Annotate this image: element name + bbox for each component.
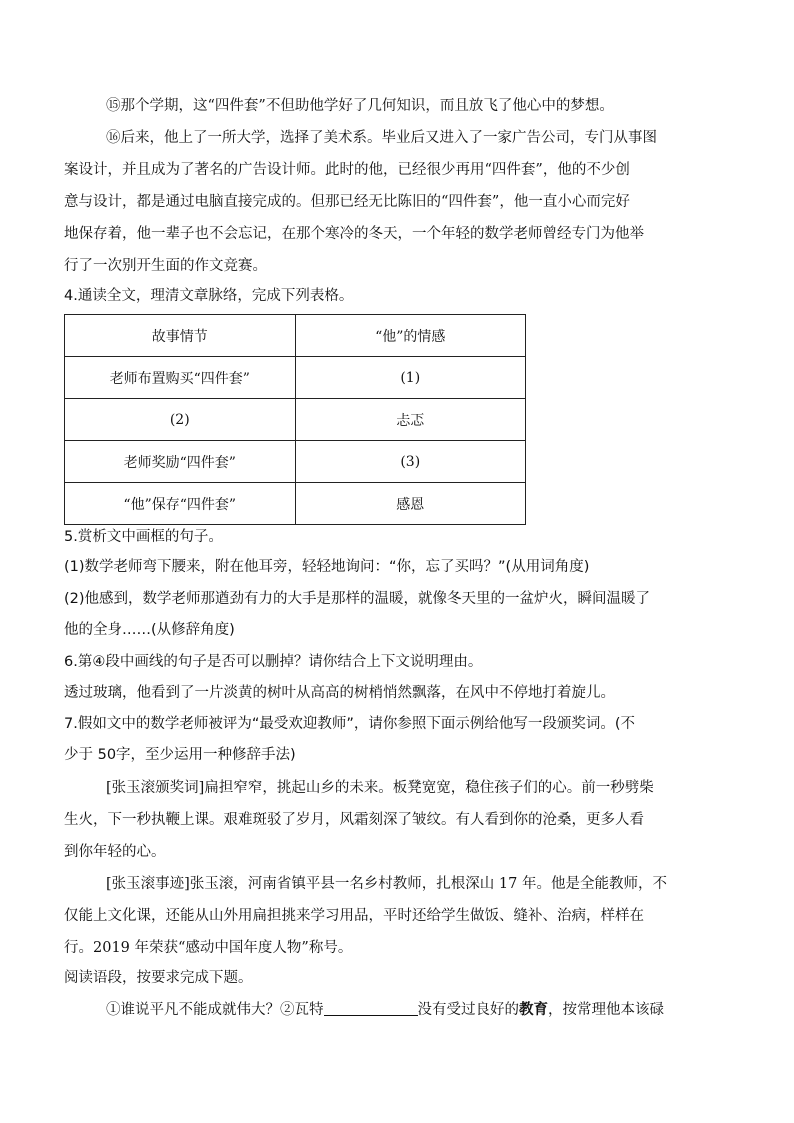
question-7-prompt-line-1: 7.假如文中的数学老师被评为“最受欢迎教师”，请你参照下面示例给他写一段颁奖词。(不 <box>64 716 636 732</box>
table-cell: 感恩 <box>295 483 526 525</box>
deeds-line-3: 行。2019 年荣获“感动中国年度人物”称号。 <box>64 940 353 956</box>
passage-bold-word: 教育 <box>519 1001 548 1018</box>
table-cell: 忐忑 <box>295 399 526 441</box>
award-speech-line-2: 生火，下一秒执鞭上课。艰难斑驳了岁月，风霜刻深了皱纹。有人看到你的沧桑，更多人看 <box>64 812 644 828</box>
award-speech-line-1: [张玉滚颁奖词]扁担窄窄，挑起山乡的未来。板凳宽宽，稳住孩子们的心。前一秒劈柴 <box>106 780 654 796</box>
table-row <box>65 441 526 483</box>
question-5-item-1: (1)数学老师弯下腰来，附在他耳旁，轻轻地询问：“你，忘了买吗？”(从用词角度) <box>64 559 590 575</box>
paragraph-16-line-3: 意与设计，都是通过电脑直接完成的。但那已经无比陈旧的“四件套”，他一直小心而完好 <box>64 194 630 210</box>
question-5-item-2-cont: 他的全身……(从修辞角度) <box>64 622 235 638</box>
table-row <box>65 399 526 441</box>
table-header-row <box>65 315 526 357</box>
table-cell: (1) <box>295 357 526 399</box>
question-5-prompt: 5.赏析文中画框的句子。 <box>64 529 223 545</box>
question-5-item-2: (2)他感到，数学老师那遒劲有力的大手是那样的温暖，就像冬天里的一盆炉火，瞬间温暖了 <box>64 591 651 607</box>
question-7-prompt-line-2: 少于 50字，至少运用一种修辞手法) <box>64 747 296 763</box>
passage-end: ，按常理他本该碌 <box>548 1002 664 1018</box>
table-row <box>65 483 526 525</box>
table-cell: 老师布置购买“四件套” <box>65 357 296 399</box>
deeds-line-1: [张玉滚事迹]张玉滚，河南省镇平县一名乡村教师，扎根深山 17 年。他是全能教师，不 <box>106 876 667 892</box>
question-6-quote: 透过玻璃，他看到了一片淡黄的树叶从高高的树梢悄然飘落，在风中不停地打着旋儿。 <box>64 685 615 701</box>
table-row <box>65 357 526 399</box>
question-6-prompt: 6.第④段中画线的句子是否可以删掉？请你结合上下文说明理由。 <box>64 654 483 670</box>
table-cell: (2) <box>65 399 296 441</box>
passage-start: ①谁说平凡不能成就伟大？②瓦特 <box>106 1002 324 1018</box>
paragraph-16-line-2: 案设计，并且成为了著名的广告设计师。此时的他，已经很少再用“四件套”，他的不少创 <box>64 162 630 178</box>
table-cell: (3) <box>295 441 526 483</box>
deeds-line-2: 仅能上文化课，还能从山外用扁担挑来学习用品，平时还给学生做饭、缝补、治病，样样在 <box>64 908 644 924</box>
table-header-cell: 故事情节 <box>65 315 296 357</box>
paragraph-16-line-1: ⑯后来，他上了一所大学，选择了美术系。毕业后又进入了一家广告公司，专门从事图 <box>106 130 657 146</box>
paragraph-16-line-5: 行了一次别开生面的作文竞赛。 <box>64 258 267 274</box>
award-speech-line-3: 到你年轻的心。 <box>64 844 166 860</box>
table-header-cell: “他”的情感 <box>295 315 526 357</box>
paragraph-15: ⑮那个学期，这“四件套”不但助他学好了几何知识，而且放飞了他心中的梦想。 <box>106 98 614 114</box>
table-cell: 老师奖励“四件套” <box>65 441 296 483</box>
table-cell: “他”保存“四件套” <box>65 483 296 525</box>
reading-passage-line <box>106 994 664 1026</box>
paragraph-16-line-4: 地保存着，他一辈子也不会忘记，在那个寒冷的冬天，一个年轻的数学老师曾经专门为他举 <box>64 226 644 242</box>
question-4-prompt: 4.通读全文，理清文章脉络，完成下列表格。 <box>64 288 354 304</box>
reading-prompt: 阅读语段，按要求完成下题。 <box>64 970 253 986</box>
plot-emotion-table <box>64 314 526 525</box>
passage-mid: 没有受过良好的 <box>417 1002 519 1018</box>
fill-blank[interactable] <box>324 1001 418 1016</box>
